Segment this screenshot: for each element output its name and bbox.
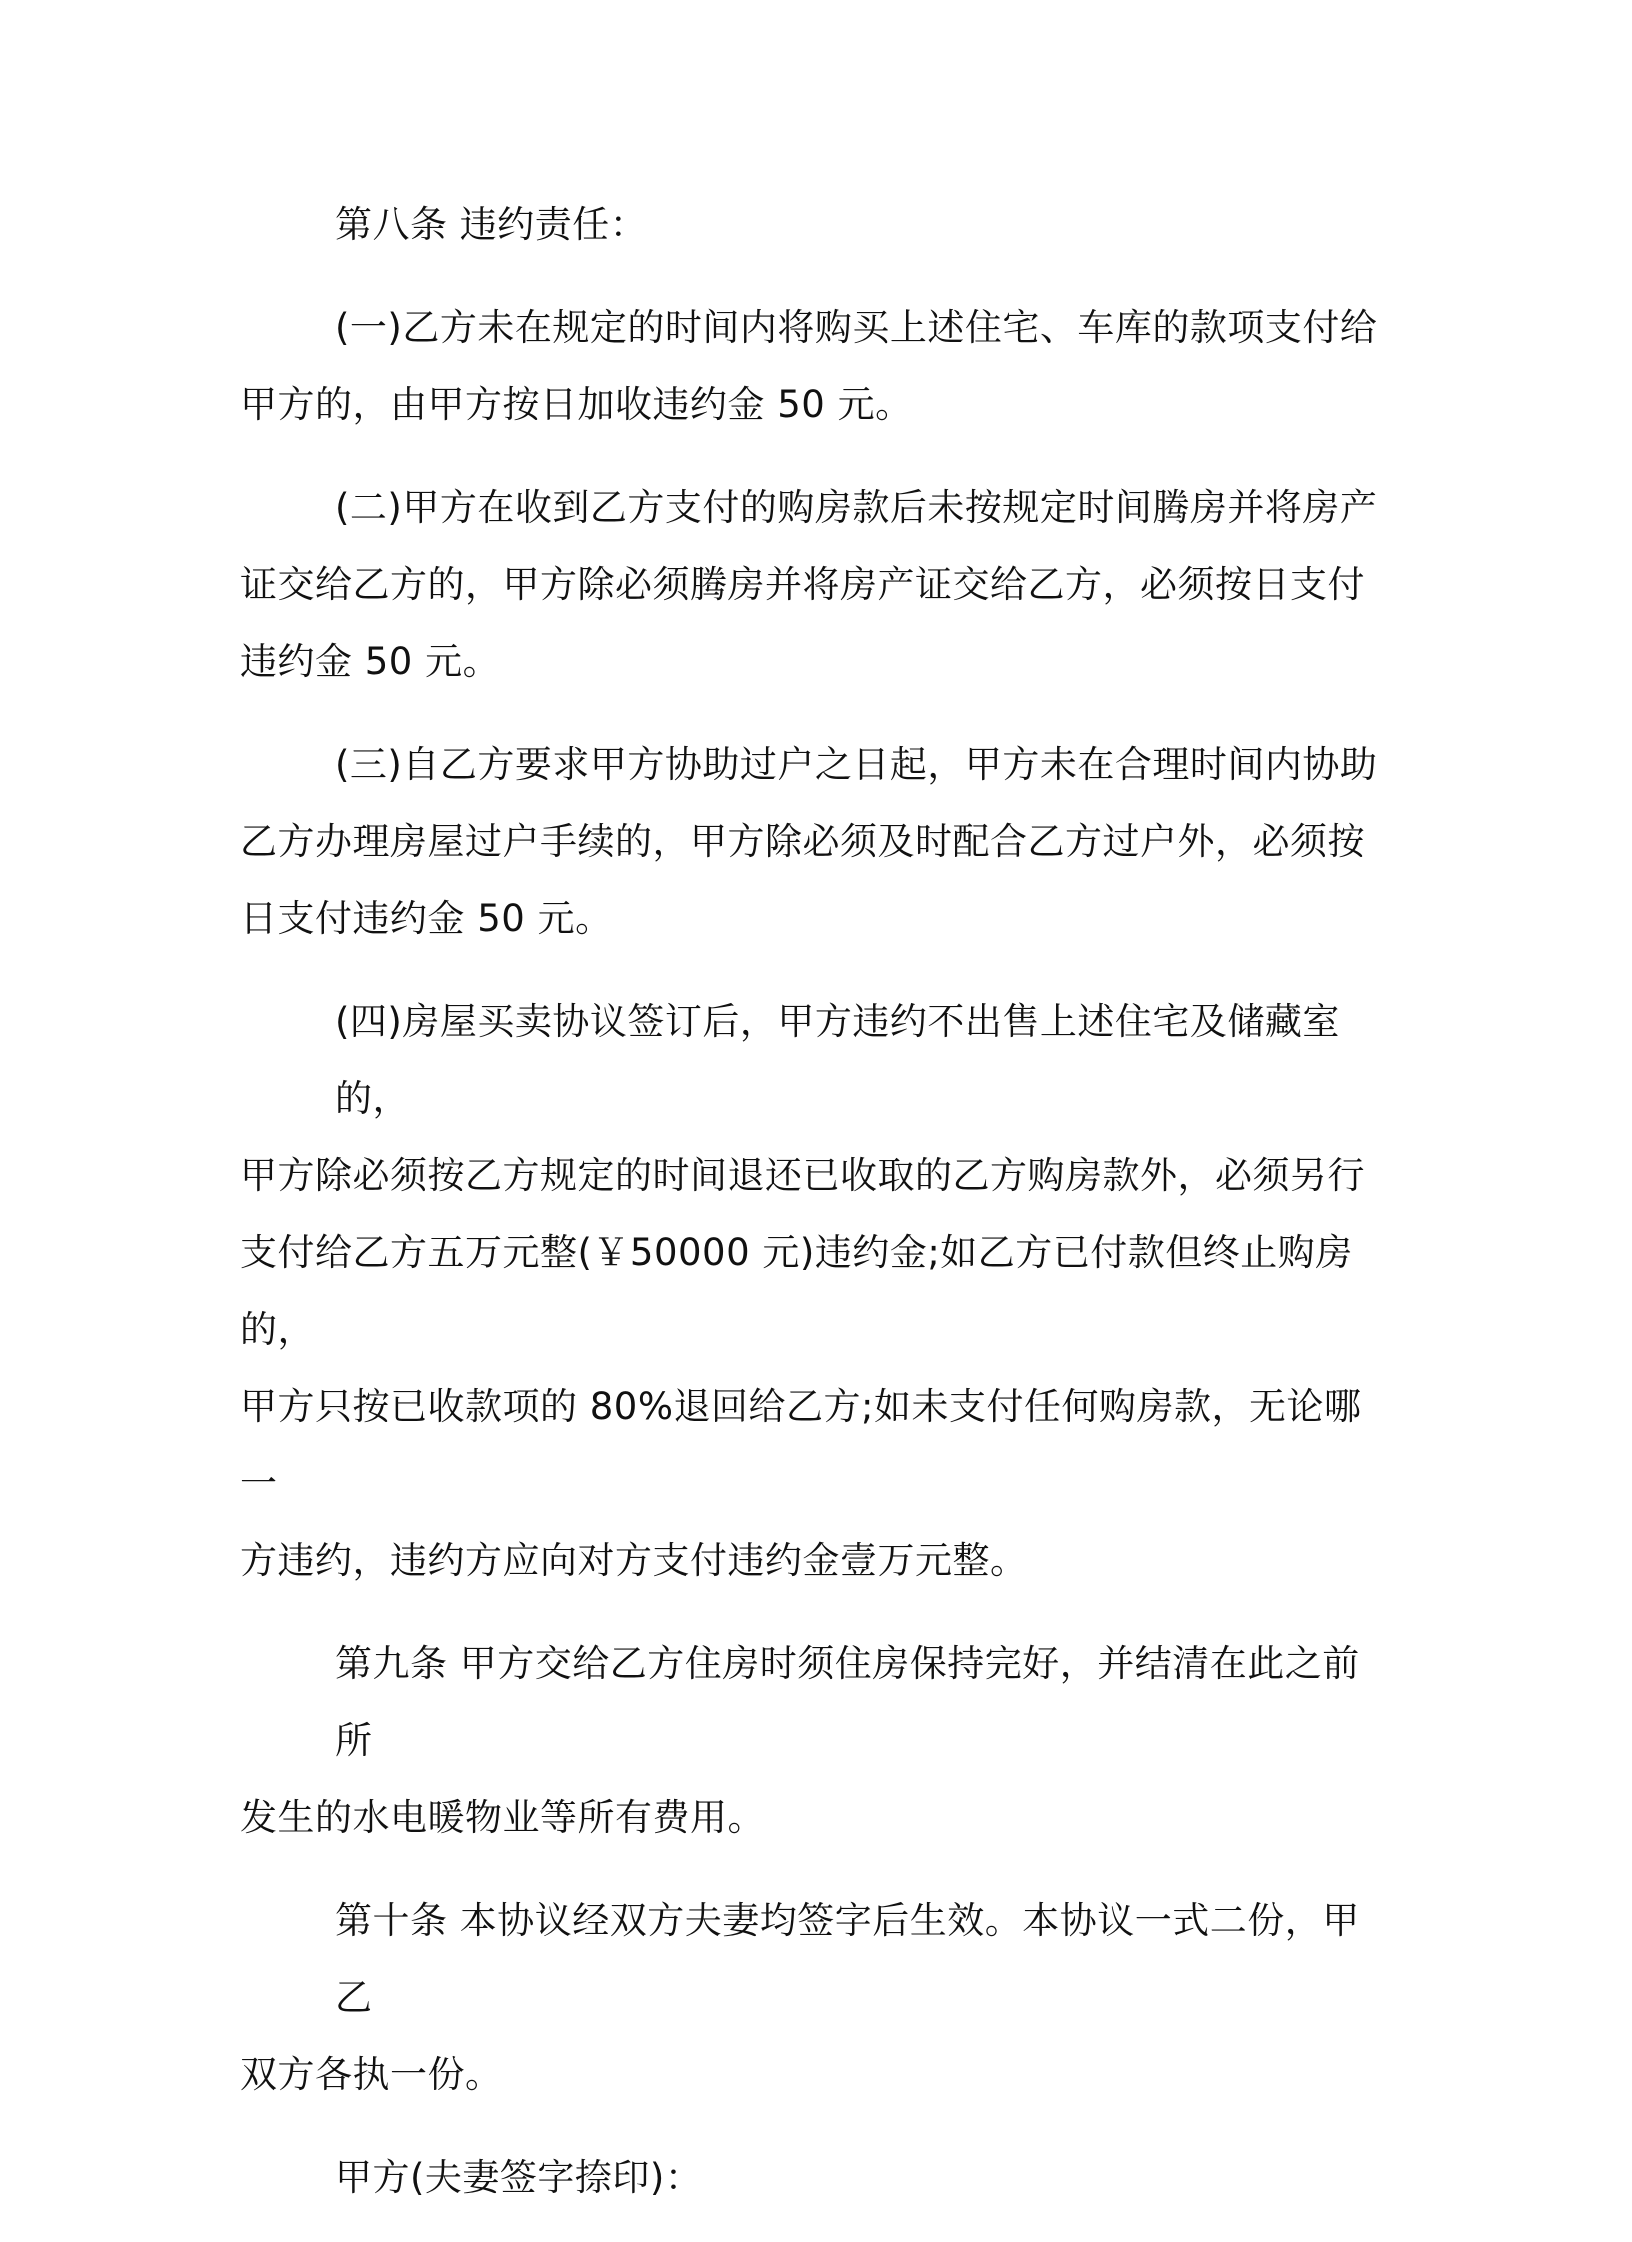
article-10-line-2: 双方各执一份。: [240, 2053, 503, 2096]
clause-4-line-5: 方违约，违约方应向对方支付违约金壹万元整。: [240, 1539, 1028, 1582]
party-a-signature-label: 甲方(夫妻签字捺印)：: [335, 2156, 703, 2199]
clause-1: [240, 289, 1390, 443]
clause-2-line-1: (二)甲方在收到乙方支付的购房款后未按规定时间腾房并将房产: [335, 486, 1378, 529]
article-10-line-1: 第十条 本协议经双方夫妻均签字后生效。本协议一式二份，甲乙: [335, 1899, 1360, 2019]
article-8-title: [240, 186, 1390, 263]
clause-3: [240, 726, 1390, 957]
clause-1-line-2: 甲方的，由甲方按日加收违约金 50 元。: [240, 383, 913, 426]
clause-3-line-1: (三)自乙方要求甲方协助过户之日起，甲方未在合理时间内协助: [335, 743, 1378, 786]
clause-3-line-3: 日支付违约金 50 元。: [240, 897, 613, 940]
clause-2: [240, 469, 1390, 700]
clause-1-line-1: (一)乙方未在规定的时间内将购买上述住宅、车库的款项支付给: [335, 306, 1378, 349]
clause-4-line-2: 甲方除必须按乙方规定的时间退还已收取的乙方购房款外，必须另行: [240, 1154, 1365, 1197]
clause-3-line-2: 乙方办理房屋过户手续的，甲方除必须及时配合乙方过户外，必须按: [240, 820, 1365, 863]
clause-4-line-4: 甲方只按已收款项的 80%退回给乙方;如未支付任何购房款，无论哪一: [240, 1385, 1362, 1505]
article-8-title-text: 第八条 违约责任：: [335, 203, 648, 246]
article-9-line-1: 第九条 甲方交给乙方住房时须住房保持完好，并结清在此之前所: [335, 1642, 1360, 1762]
clause-2-line-3: 违约金 50 元。: [240, 640, 501, 683]
article-9: [240, 1625, 1390, 1856]
article-10: [240, 1882, 1390, 2113]
document-body: [240, 186, 1390, 2242]
clause-2-line-2: 证交给乙方的，甲方除必须腾房并将房产证交给乙方，必须按日支付: [240, 563, 1365, 606]
clause-4-line-1: (四)房屋买卖协议签订后，甲方违约不出售上述住宅及储藏室的，: [335, 1000, 1340, 1120]
clause-4: [240, 983, 1390, 1599]
clause-4-line-3: 支付给乙方五万元整(￥50000 元)违约金;如乙方已付款但终止购房的，: [240, 1231, 1353, 1351]
party-a-signature: [240, 2139, 1390, 2216]
article-9-line-2: 发生的水电暖物业等所有费用。: [240, 1796, 765, 1839]
